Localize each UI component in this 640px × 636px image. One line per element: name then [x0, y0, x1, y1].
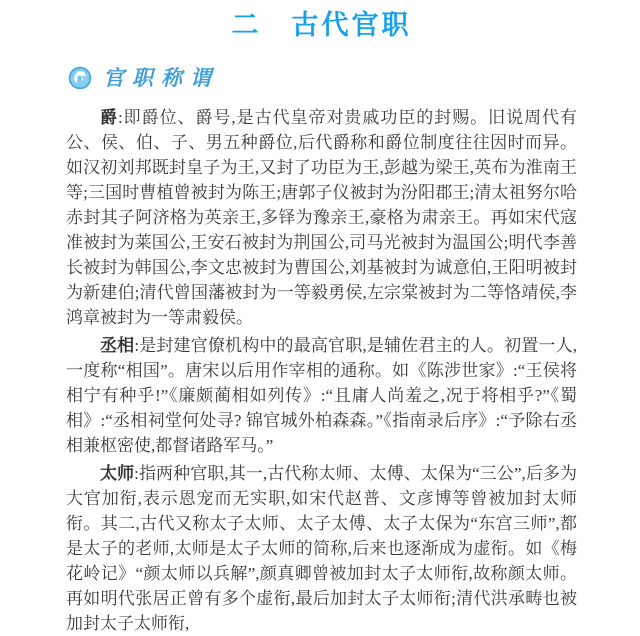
- section-header: [68, 63, 577, 93]
- paragraph-chengxiang-text: :是封建官僚机构中的最高官职,是辅佐君主的人。初置一人,一度称“相国”。唐宋以后用作宰相的通称。如《陈涉世家》:“王侯将相宁有种乎!”《廉颇蔺相如列传》:“且庸人尚羞之,况于将相乎?”《蜀相》:“丞相祠堂何处寻? 锦官城外柏森森。”《指南录后序》:“予除右丞相兼枢密使,都督诸路军马。”: [66, 336, 578, 455]
- seal-swirl-icon: [68, 66, 92, 90]
- section-heading: 官职称谓: [103, 66, 219, 90]
- term-jue: 爵: [100, 108, 118, 127]
- paragraph-jue: [66, 105, 577, 330]
- term-taishi: 太师: [100, 464, 135, 483]
- paragraph-taishi-text: :指两种官职,其一,古代称太师、太傅、太保为“三公”,后多为大官加衔,表示恩宠而无实职,如宋代赵普、文彦博等曾被加封太师衔。其二,古代又称太子太师、太子太傅、太子太保为“东宫三师”,都是太子的老师,太师是太子太师的简称,后来也逐渐成为虚衔。如《梅花岭记》“颜太师以兵解”,颜真卿曾被加封太子太师衔,故称颜太师。再如明代张居正曾有多个虚衔,最后加封太子太师衔;清代洪承畴也被加封太子太师衔,: [66, 464, 577, 633]
- body-text: [66, 105, 577, 636]
- paragraph-chengxiang: [66, 333, 577, 458]
- page-title: 二 古代官职: [231, 10, 412, 40]
- paragraph-jue-text: :即爵位、爵号,是古代皇帝对贵戚功臣的封赐。旧说周代有公、侯、伯、子、男五种爵位,后代爵称和爵位制度往往因时而异。如汉初刘邦既封皇子为王,又封了功臣为王,彭越为梁王,英布为淮南王等;三国时曹植曾被封为陈王;唐郭子仪被封为汾阳郡王;清太祖努尔哈赤封其子阿济格为英亲王,多铎为豫亲王,豪格为肃亲王。再如宋代寇准被封为莱国公,王安石被封为荆国公,司马光被封为温国公;明代李善长被封为韩国公,李文忠被封为曹国公,刘基被封为诚意伯,王阳明被封为新建伯;清代曾国藩被封为一等毅勇侯,左宗棠被封为二等恪靖侯,李鸿章被封为一等肃毅侯。: [66, 108, 577, 327]
- term-chengxiang: 丞相: [100, 336, 135, 355]
- paragraph-taishi: [66, 461, 577, 636]
